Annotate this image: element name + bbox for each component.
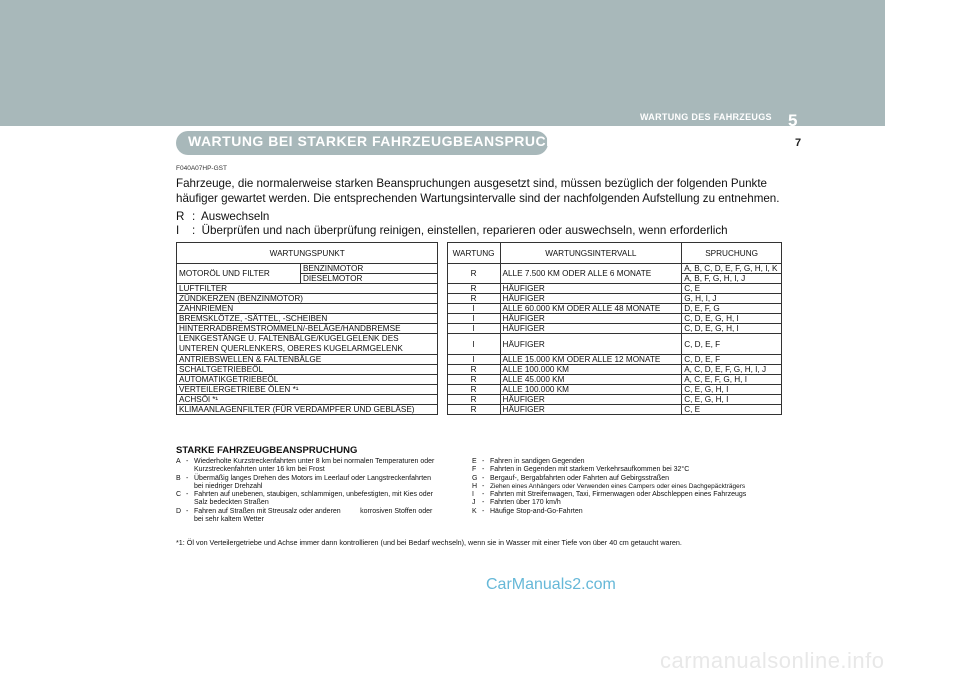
action-cell: R: [447, 284, 500, 294]
table-row: [177, 365, 782, 375]
table-row: [177, 294, 782, 304]
interval-cell: ALLE 100.000 KM: [500, 365, 682, 375]
condition-item: G - Bergauf-, Bergabfahrten oder Fahrten auf Gebirgsstraßen: [472, 474, 669, 482]
action-cell: R: [447, 395, 500, 405]
section-label: WARTUNG DES FAHRZEUGS: [640, 112, 772, 122]
header-band: [0, 0, 885, 126]
item-cell: ZAHNRIEMEN: [177, 304, 438, 314]
table-row: [177, 385, 782, 395]
footnote: *1: Öl von Verteilergetriebe und Achse immer dann kontrollieren (und bei Bedarf wechseln), wenn sie in Wasser mit einer Tiefe von über 40 cm getaucht waren.: [176, 538, 682, 547]
action-cell: I: [447, 314, 500, 324]
item-cell: HINTERRADBREMSTROMMELN/-BELÄGE/HANDBREMSE: [177, 324, 438, 334]
action-cell: R: [447, 365, 500, 375]
action-cell: I: [447, 324, 500, 334]
item-cell: KLIMAANLAGENFILTER (FÜR VERDAMPFER UND GEBLÄSE): [177, 405, 438, 415]
conditions-title: STARKE FAHRZEUGBEANSPRUCHUNG: [176, 445, 358, 456]
interval-cell: ALLE 45.000 KM: [500, 375, 682, 385]
col-header-item: WARTUNGSPUNKT: [177, 243, 438, 264]
table-row: [177, 375, 782, 385]
condition-item: B - Übermäßig langes Drehen des Motors im Leerlauf oder Langstreckenfahrten: [176, 474, 431, 482]
table-header-row: [177, 243, 782, 264]
interval-cell: HÄUFIGER: [500, 405, 682, 415]
item-cell: ANTRIEBSWELLEN & FALTENBÄLGE: [177, 355, 438, 365]
condition-item: A - Wiederholte Kurzstreckenfahrten unter 8 km bei normalen Temperaturen oder: [176, 458, 435, 465]
legend-text: Auswechseln: [201, 210, 270, 223]
interval-cell: ALLE 15.000 KM ODER ALLE 12 MONATE: [500, 355, 682, 365]
condition-item: J - Fahrten über 170 km/h: [472, 499, 561, 507]
action-cell: R: [447, 375, 500, 385]
table-row: [177, 395, 782, 405]
conditions-cell: D, E, F, G: [682, 304, 782, 314]
interval-cell: HÄUFIGER: [500, 395, 682, 405]
conditions-cell: C, D, E, G, H, I: [682, 314, 782, 324]
conditions-cell: A, C, D, E, F, G, H, I, J: [682, 365, 782, 375]
chapter-number: 5: [788, 111, 798, 130]
legend-key: I: [176, 224, 180, 237]
action-cell: R: [447, 264, 500, 284]
item-cell: SCHALTGETRIEBEÖL: [177, 365, 438, 375]
conditions-cell: C, D, E, F: [682, 355, 782, 365]
table-row: [177, 405, 782, 415]
col-header-interval: WARTUNGSINTERVALL: [500, 243, 682, 264]
interval-cell: HÄUFIGER: [500, 324, 682, 334]
page-title: WARTUNG BEI STARKER FAHRZEUGBEANSPRUCHUNG: [188, 133, 590, 149]
item-cell: MOTORÖL UND FILTER: [177, 264, 301, 284]
table-row: [177, 304, 782, 314]
doc-code: F040A07HP-GST: [176, 165, 227, 172]
item-cell: [177, 334, 438, 355]
conditions-cell: C, D, E, F: [682, 334, 782, 355]
action-cell: R: [447, 385, 500, 395]
legend-key: R: [176, 210, 185, 223]
table-row: [177, 355, 782, 365]
interval-cell: ALLE 100.000 KM: [500, 385, 682, 395]
watermark-carmanuals2[interactable]: CarManuals2.com: [486, 576, 616, 593]
conditions-right-list: [472, 458, 792, 516]
interval-cell: HÄUFIGER: [500, 314, 682, 324]
condition-item-cont: Salz bedeckten Straßen: [194, 499, 269, 507]
action-cell: I: [447, 304, 500, 314]
conditions-cell: C, E, G, H, I: [682, 395, 782, 405]
maintenance-table: [176, 242, 782, 415]
condition-item: E - Fahren in sandigen Gegenden: [472, 458, 585, 465]
condition-item-cont: Kurzstreckenfahrten unter 16 km bei Frost: [194, 466, 325, 474]
legend-text: Überprüfen und nach überprüfung reinigen, einstellen, reparieren oder auswechseln, wenn erforderlich: [201, 224, 728, 237]
condition-item: H - Ziehen eines Anhängers oder Verwenden eines Campers oder eines Dachgepäckträgers: [472, 482, 746, 490]
legend-replace: R : Auswechseln: [176, 210, 270, 223]
page-number: 7: [795, 137, 802, 149]
item-cell: AUTOMATIKGETRIEBEÖL: [177, 375, 438, 385]
col-header-conditions: SPRUCHUNG: [682, 243, 782, 264]
interval-cell: HÄUFIGER: [500, 294, 682, 304]
page-number-pill: [782, 134, 848, 154]
sub-item-cell: BENZINMOTOR: [300, 264, 437, 274]
conditions-cell: A, B, F, G, H, I, J: [682, 274, 782, 284]
item-line: LENKGESTÄNGE U. FALTENBÄLGE/KUGELGELENK DES: [179, 334, 399, 343]
conditions-left-list: [176, 458, 476, 524]
interval-cell: HÄUFIGER: [500, 334, 682, 355]
conditions-cell: C, E, G, H, I: [682, 385, 782, 395]
table-row: [177, 264, 782, 274]
interval-cell: ALLE 60.000 KM ODER ALLE 48 MONATE: [500, 304, 682, 314]
table-row: [177, 314, 782, 324]
table-row: [177, 284, 782, 294]
sub-item-cell: DIESELMOTOR: [300, 274, 437, 284]
condition-item: F - Fahrten in Gegenden mit starkem Verkehrsaufkommen bei 32°C: [472, 466, 690, 474]
watermark-carmanualsonline: carmanualsonline.info: [660, 648, 885, 673]
conditions-cell: G, H, I, J: [682, 294, 782, 304]
conditions-cell: C, E: [682, 284, 782, 294]
item-cell: BREMSKLÖTZE, -SÄTTEL, -SCHEIBEN: [177, 314, 438, 324]
interval-cell: ALLE 7.500 KM ODER ALLE 6 MONATE: [500, 264, 682, 284]
conditions-cell: C, E: [682, 405, 782, 415]
condition-item: D - Fahren auf Straßen mit Streusalz oder anderen korrosiven Stoffen oder: [176, 507, 433, 515]
conditions-cell: A, B, C, D, E, F, G, H, I, K: [682, 264, 782, 274]
action-cell: R: [447, 294, 500, 304]
condition-item: C - Fahrten auf unebenen, staubigen, schlammigen, unbefestigten, mit Kies oder: [176, 491, 433, 499]
item-cell: VERTEILERGETRIEBE ÖLEN *¹: [177, 385, 438, 395]
legend-inspect: I : Überprüfen und nach überprüfung reinigen, einstellen, reparieren oder auswechseln, wenn erforderlich: [176, 224, 728, 237]
interval-cell: HÄUFIGER: [500, 284, 682, 294]
table-row: [177, 324, 782, 334]
table-row: [177, 334, 782, 355]
item-line: UNTEREN QUERLENKERS, OBERES KUGELARMGELENK: [179, 344, 403, 353]
action-cell: I: [447, 355, 500, 365]
col-header-action: WARTUNG: [447, 243, 500, 264]
condition-item: I - Fahrten mit Streifenwagen, Taxi, Firmenwagen oder Abschleppen eines Fahrzeugs: [472, 491, 747, 499]
item-cell: LUFTFILTER: [177, 284, 438, 294]
conditions-cell: A, C, E, F, G, H, I: [682, 375, 782, 385]
item-cell: ACHSÖl *¹: [177, 395, 438, 405]
conditions-cell: C, D, E, G, H, I: [682, 324, 782, 334]
item-cell: ZÜNDKERZEN (BENZINMOTOR): [177, 294, 438, 304]
action-cell: I: [447, 334, 500, 355]
condition-item-cont: bei niedriger Drehzahl: [194, 482, 263, 490]
condition-item: K - Häufige Stop-and-Go-Fahrten: [472, 507, 583, 515]
condition-item-cont: bei sehr kaltem Wetter: [194, 516, 264, 524]
intro-paragraph: Fahrzeuge, die normalerweise starken Beanspruchungen ausgesetzt sind, müssen bezüglich der folgenden Punkte häufiger gewartet werden. Die entsprechenden Wartungsintervalle sind der nachfolgenden Aufstellung zu entnehmen.: [176, 177, 780, 205]
action-cell: R: [447, 405, 500, 415]
